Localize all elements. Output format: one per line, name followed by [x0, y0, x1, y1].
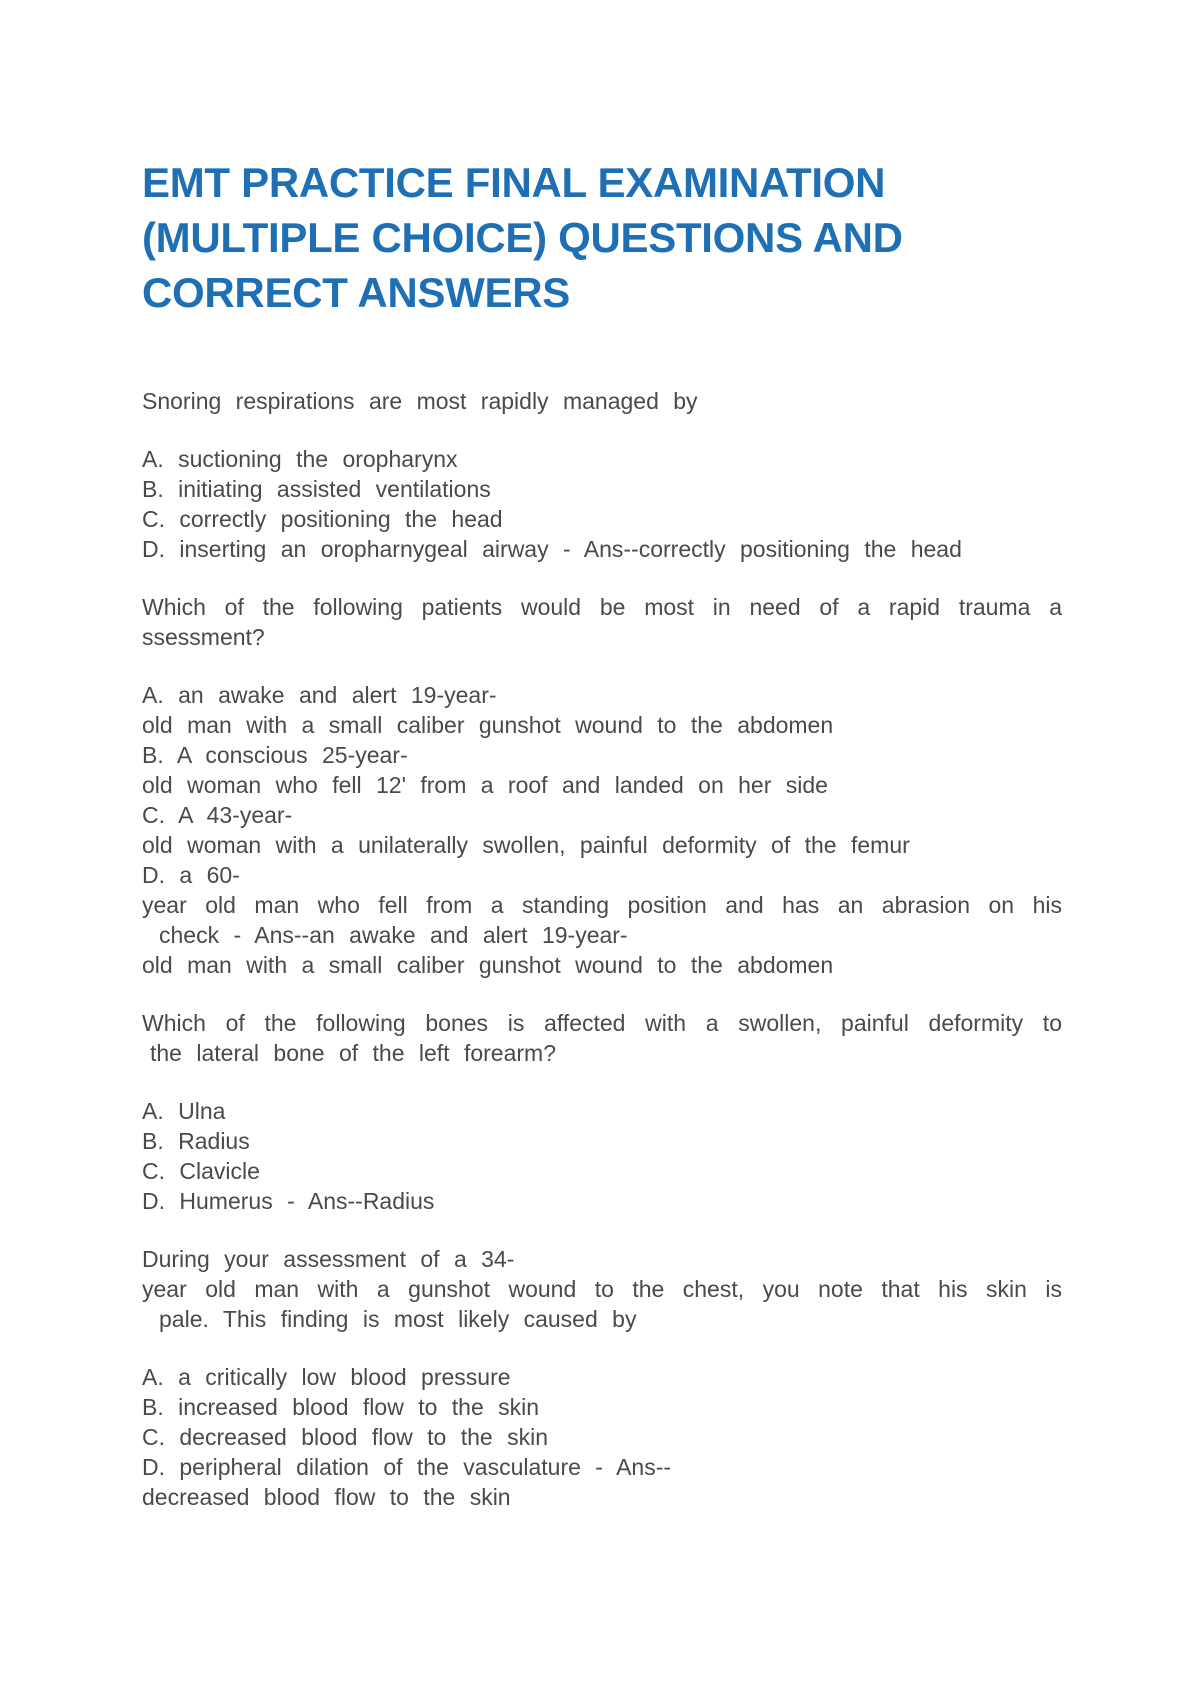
option-line: B. A conscious 25-year- [142, 742, 408, 768]
question-text-line: Which of the following bones is affected with a swollen, painful deformity to [142, 1010, 1062, 1036]
question-block [142, 1008, 1062, 1216]
option-line: A. an awake and alert 19-year- [142, 682, 497, 708]
option-line: check - Ans--an awake and alert 19-year- [159, 922, 628, 948]
option-line: A. Ulna [142, 1098, 226, 1124]
question-text-line: During your assessment of a 34- [142, 1246, 515, 1272]
option-line: old man with a small caliber gunshot wound to the abdomen [142, 952, 834, 978]
option-line: old man with a small caliber gunshot wound to the abdomen [142, 712, 834, 738]
question-prompt [142, 1008, 1062, 1068]
title-line: EMT PRACTICE FINAL EXAMINATION [142, 159, 886, 206]
document-title [142, 155, 1062, 320]
question-text-line: Which of the following patients would be most in need of a rapid trauma a [142, 594, 1062, 620]
option-line: old woman with a unilaterally swollen, painful deformity of the femur [142, 832, 910, 858]
question-prompt [142, 592, 1062, 652]
question-text-line: pale. This finding is most likely caused by [159, 1306, 637, 1332]
option-line: B. initiating assisted ventilations [142, 476, 491, 502]
answer-options [142, 1362, 1062, 1512]
question-prompt [142, 1244, 1062, 1334]
question-list [142, 386, 1062, 1512]
option-line: D. a 60- [142, 862, 240, 888]
option-line: decreased blood flow to the skin [142, 1484, 511, 1510]
option-line: D. inserting an oropharnygeal airway - Ans--correctly positioning the head [142, 536, 962, 562]
question-block [142, 1244, 1062, 1512]
question-text-line: year old man with a gunshot wound to the chest, you note that his skin is [142, 1276, 1062, 1302]
answer-options [142, 680, 1062, 980]
question-text-line: the lateral bone of the left forearm? [150, 1040, 556, 1066]
answer-options [142, 444, 1062, 564]
option-line: year old man who fell from a standing position and has an abrasion on his [142, 892, 1062, 918]
option-line: A. a critically low blood pressure [142, 1364, 511, 1390]
option-line: B. increased blood flow to the skin [142, 1394, 540, 1420]
question-block [142, 386, 1062, 564]
title-line: CORRECT ANSWERS [142, 269, 570, 316]
question-prompt [142, 386, 1062, 416]
question-text-line: ssessment? [142, 624, 265, 650]
option-line: C. correctly positioning the head [142, 506, 503, 532]
answer-options [142, 1096, 1062, 1216]
option-line: D. Humerus - Ans--Radius [142, 1188, 435, 1214]
option-line: C. A 43-year- [142, 802, 293, 828]
document-page [142, 155, 1062, 1540]
title-line: (MULTIPLE CHOICE) QUESTIONS AND [142, 214, 903, 261]
option-line: C. decreased blood flow to the skin [142, 1424, 548, 1450]
question-block [142, 592, 1062, 980]
option-line: D. peripheral dilation of the vasculature - Ans-- [142, 1454, 672, 1480]
option-line: C. Clavicle [142, 1158, 260, 1184]
option-line: B. Radius [142, 1128, 250, 1154]
question-text-line: Snoring respirations are most rapidly managed by [142, 388, 698, 414]
option-line: old woman who fell 12' from a roof and landed on her side [142, 772, 828, 798]
option-line: A. suctioning the oropharynx [142, 446, 458, 472]
